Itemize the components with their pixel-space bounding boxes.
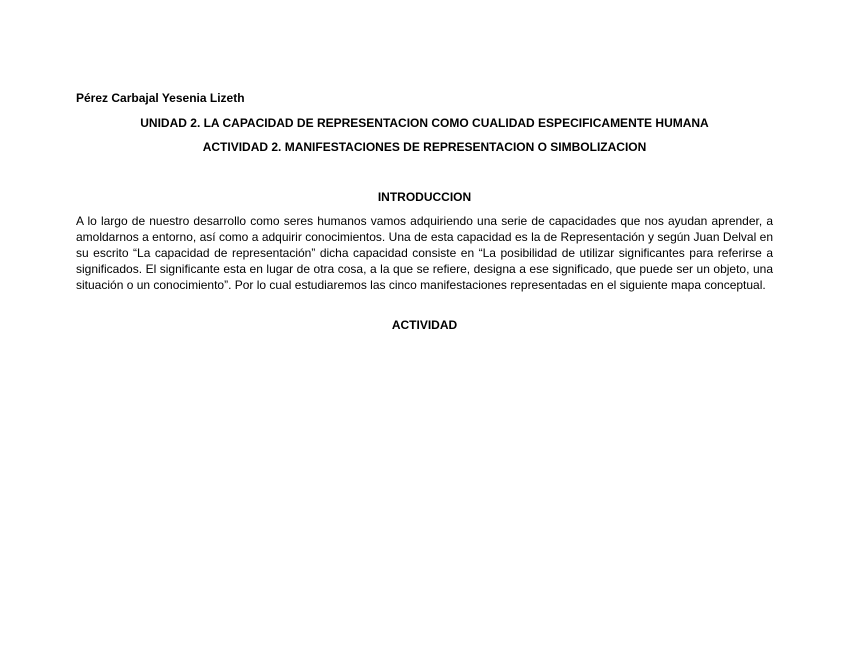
unit-title: UNIDAD 2. LA CAPACIDAD DE REPRESENTACION COMO CUALIDAD ESPECIFICAMENTE HUMANA bbox=[140, 116, 709, 130]
intro-paragraph: A lo largo de nuestro desarrollo como seres humanos vamos adquiriendo una serie de capacidades que nos ayudan aprender, a amoldarnos a entorno, así como a adquirir conocimientos. Una de esta capacidad es la de Representación y según Juan Delval en su escrito “La capacidad de representación” dicha capacidad consiste en “La posibilidad de utilizar significantes para referirse a significados. El significante esta en lugar de otra cosa, a la que se refiere, designa a ese significado, que puede ser un objeto, una situación o un conocimiento”. Por lo cual estudiaremos las cinco manifestaciones representadas en el siguiente mapa conceptual. bbox=[76, 214, 773, 292]
activity-title: ACTIVIDAD 2. MANIFESTACIONES DE REPRESENTACION O SIMBOLIZACION bbox=[202, 140, 647, 154]
author-name: Pérez Carbajal Yesenia Lizeth bbox=[76, 91, 245, 105]
intro-heading: INTRODUCCION bbox=[377, 190, 472, 204]
activity-heading: ACTIVIDAD bbox=[391, 318, 458, 332]
